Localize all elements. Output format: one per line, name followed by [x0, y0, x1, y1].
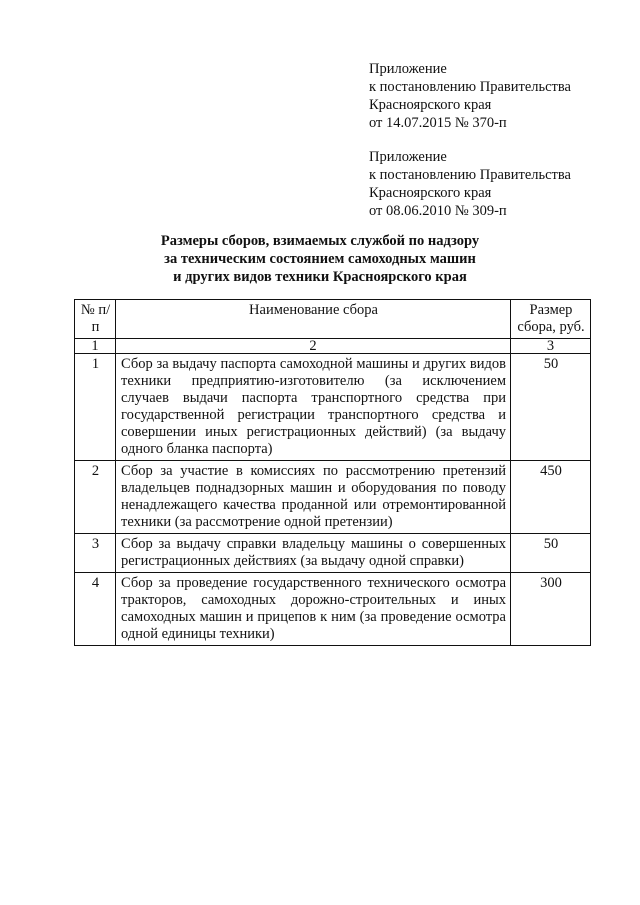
fee-amount: 450: [511, 461, 591, 534]
appendix-heading: Приложение: [369, 149, 447, 165]
row-number: 3: [75, 534, 116, 573]
title-line: за техническим состоянием самоходных машин: [164, 251, 476, 267]
table-row: [75, 573, 591, 646]
row-number: 1: [75, 354, 116, 461]
appendix-block-original: [369, 148, 571, 220]
header-fee-name: Наименование сбора: [116, 300, 511, 339]
header-fee-size: Размер сбора, руб.: [511, 300, 591, 339]
document-title: [0, 232, 640, 286]
column-index: 3: [511, 339, 591, 354]
table-header-row: [75, 300, 591, 339]
fee-amount: 50: [511, 354, 591, 461]
table-row: [75, 534, 591, 573]
row-number: 2: [75, 461, 116, 534]
column-index-row: [75, 339, 591, 354]
row-number: 4: [75, 573, 116, 646]
column-index: 2: [116, 339, 511, 354]
appendix-region: Красноярского края: [369, 97, 492, 113]
header-number: № п/п: [75, 300, 116, 339]
appendix-region: Красноярского края: [369, 185, 492, 201]
table-row: [75, 461, 591, 534]
appendix-block-current: [369, 60, 571, 132]
appendix-decree-ref: к постановлению Правительства: [369, 167, 571, 183]
title-line: и других видов техники Красноярского края: [173, 269, 467, 285]
fee-name: Сбор за проведение государственного технического осмотра тракторов, самоходных дорожно-строительных и иных самоходных машин и прицепов к ним (за проведение осмотра одной единицы техники): [116, 573, 511, 646]
table-row: [75, 354, 591, 461]
fee-amount: 50: [511, 534, 591, 573]
fees-table: [74, 299, 591, 646]
fee-name: Сбор за выдачу справки владельцу машины о совершенных регистрационных действиях (за выдачу одной справки): [116, 534, 511, 573]
title-line: Размеры сборов, взимаемых службой по надзору: [160, 233, 480, 249]
appendix-heading: Приложение: [369, 61, 447, 77]
fee-name: Сбор за участие в комиссиях по рассмотрению претензий владельцев поднадзорных машин и оборудования по поводу ненадлежащего качества проданной или отремонтированной техники (за рассмотрение одной претензии): [116, 461, 511, 534]
column-index: 1: [75, 339, 116, 354]
appendix-date-number: от 14.07.2015 № 370-п: [369, 115, 507, 131]
appendix-date-number: от 08.06.2010 № 309-п: [369, 203, 507, 219]
fee-name: Сбор за выдачу паспорта самоходной машины и других видов техники предприятию-изготовителю (за исключением случаев выдачи паспорта транспортного средства при государственной регистрации транспортного средства и совершении иных регистрационных действий) (за выдачу одного бланка паспорта): [116, 354, 511, 461]
fee-amount: 300: [511, 573, 591, 646]
appendix-decree-ref: к постановлению Правительства: [369, 79, 571, 95]
